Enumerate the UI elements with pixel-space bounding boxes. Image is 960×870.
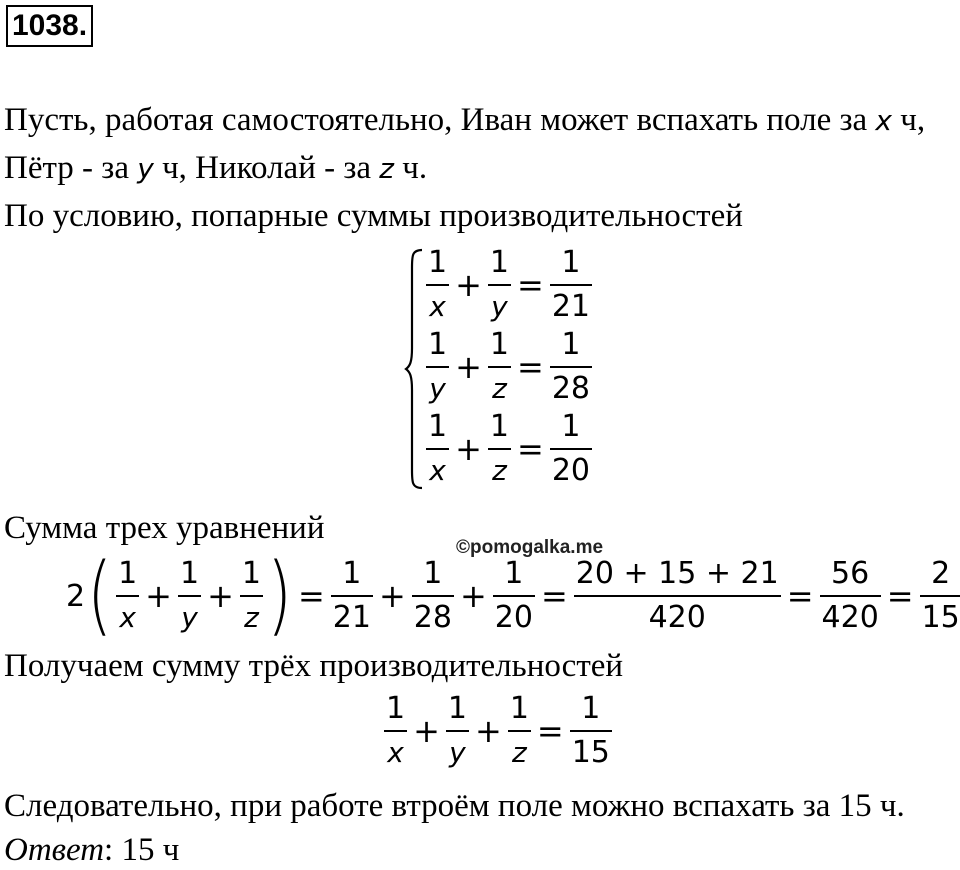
operator: = bbox=[517, 266, 544, 304]
operator: = bbox=[517, 430, 544, 468]
operator: = bbox=[536, 712, 564, 750]
fraction: $\frac{1}{x}$ bbox=[428, 245, 448, 323]
fraction: $\frac{1}{y}$ bbox=[428, 327, 448, 405]
sum-text: Сумма трех уравнений bbox=[4, 510, 325, 546]
variable-z: z bbox=[379, 152, 394, 185]
intro-line-2 bbox=[4, 148, 427, 189]
result-equation bbox=[382, 690, 614, 772]
system-equation-2 bbox=[424, 326, 594, 408]
equation-system bbox=[424, 244, 594, 490]
fraction: $\frac{1}{y}$ bbox=[447, 691, 467, 769]
system-brace bbox=[404, 248, 424, 490]
right-paren: ) bbox=[266, 546, 292, 646]
fraction: $\frac{1}{21}$ bbox=[551, 245, 590, 324]
intro-text-2a: Пётр - за bbox=[4, 150, 138, 186]
fraction: $\frac{1}{28}$ bbox=[413, 556, 452, 635]
operator: = bbox=[886, 577, 914, 615]
operator: + bbox=[378, 577, 406, 615]
operator: + bbox=[413, 712, 440, 750]
answer-value: : 15 ч bbox=[104, 832, 180, 868]
variable-x: x bbox=[875, 104, 892, 137]
combined-fraction: $\frac{20 + 15 + 21}{420}$ bbox=[575, 556, 779, 635]
fraction: $\frac{1}{15}$ bbox=[571, 691, 610, 770]
left-paren: ( bbox=[87, 546, 113, 646]
fraction: $\frac{1}{y}$ bbox=[179, 556, 200, 634]
result-text: Получаем сумму трёх производительностей bbox=[4, 648, 624, 684]
simplified-fraction: $\frac{56}{420}$ bbox=[821, 556, 879, 635]
fraction: $\frac{1}{20}$ bbox=[551, 409, 590, 488]
system-equation-1 bbox=[424, 244, 594, 326]
fraction: $\frac{1}{z}$ bbox=[509, 691, 529, 769]
operator: + bbox=[145, 577, 172, 615]
variable-y: y bbox=[137, 152, 154, 185]
intro-text-1a: Пусть, работая самостоятельно, Иван может вспахать поле за bbox=[4, 102, 876, 138]
condition-text: По условию, попарные суммы производительностей bbox=[4, 198, 743, 234]
operator: + bbox=[455, 348, 482, 386]
answer-line bbox=[4, 830, 179, 870]
watermark: ©pomogalka.me bbox=[456, 537, 604, 558]
final-fraction: $\frac{2}{15}$ bbox=[921, 556, 960, 635]
operator: + bbox=[475, 712, 502, 750]
fraction: $\frac{1}{z}$ bbox=[489, 409, 509, 487]
fraction: $\frac{1}{28}$ bbox=[551, 327, 590, 406]
intro-text-1b: ч, bbox=[891, 102, 926, 138]
operator: = bbox=[297, 577, 325, 615]
sum-coefficient: 2 bbox=[66, 578, 86, 614]
fraction: $\frac{1}{x}$ bbox=[428, 409, 448, 487]
answer-label: Ответ bbox=[4, 832, 105, 868]
conclusion-text: Следовательно, при работе втроём поле можно вспахать за 15 ч. bbox=[4, 788, 905, 824]
operator: + bbox=[455, 266, 482, 304]
system-equation-3 bbox=[424, 408, 594, 490]
intro-line-1 bbox=[4, 100, 925, 141]
intro-text-2c: ч. bbox=[393, 150, 428, 186]
operator: = bbox=[786, 577, 814, 615]
fraction: $\frac{1}{21}$ bbox=[332, 556, 371, 635]
fraction: $\frac{1}{z}$ bbox=[489, 327, 509, 405]
problem-number: 1038. bbox=[6, 5, 93, 47]
operator: = bbox=[517, 348, 544, 386]
operator: + bbox=[455, 430, 482, 468]
fraction: $\frac{1}{x}$ bbox=[118, 556, 138, 634]
fraction: $\frac{1}{x}$ bbox=[386, 691, 406, 769]
fraction: $\frac{1}{20}$ bbox=[494, 556, 533, 635]
fraction: $\frac{1}{y}$ bbox=[489, 245, 509, 323]
intro-text-2b: ч, Николай - за bbox=[153, 150, 380, 186]
fraction: $\frac{1}{z}$ bbox=[241, 556, 261, 634]
operator: + bbox=[459, 577, 487, 615]
operator: = bbox=[540, 577, 568, 615]
operator: + bbox=[207, 577, 234, 615]
